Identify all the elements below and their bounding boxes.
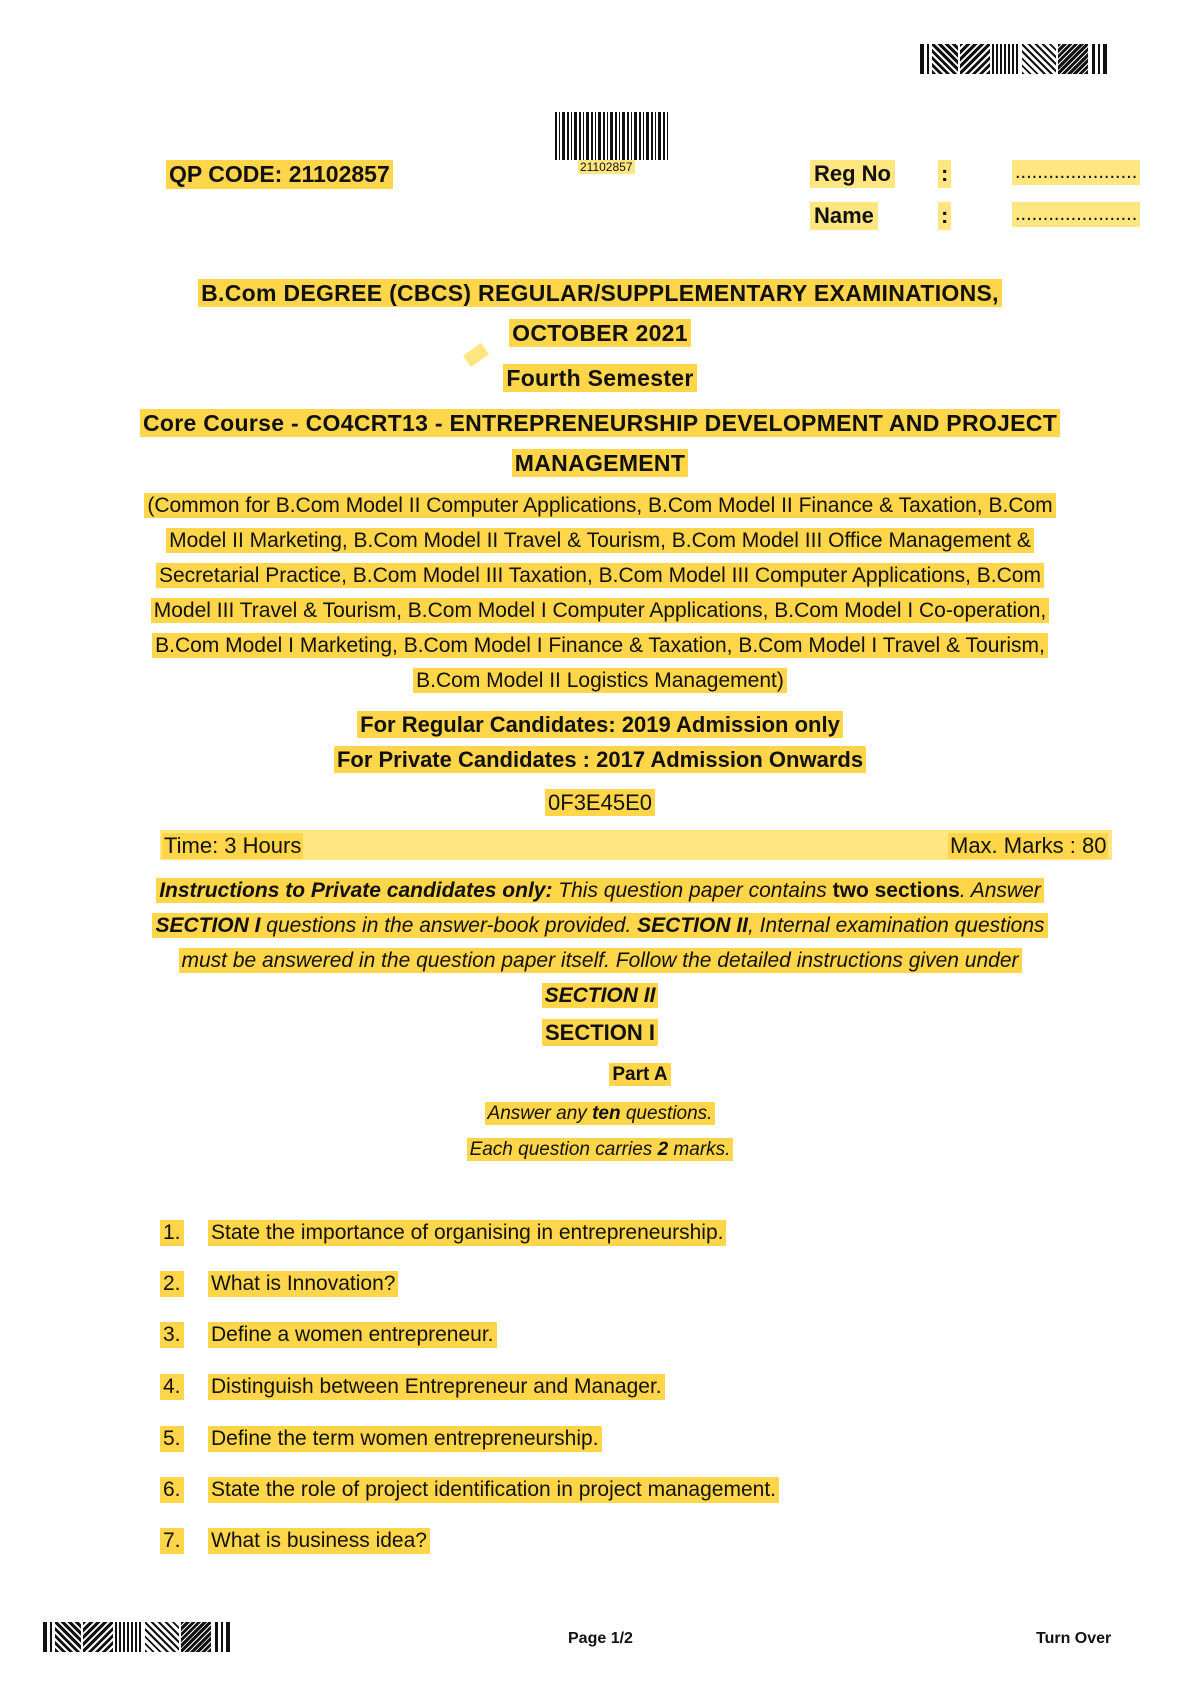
instructions-text: , Internal examination questions: [748, 914, 1045, 937]
instructions-text: questions in the answer-book provided.: [260, 914, 638, 937]
question-text: What is Innovation?: [208, 1271, 398, 1297]
barcode-number: 21102857: [580, 160, 633, 174]
marks-count: 2: [657, 1139, 669, 1160]
part-title: Part A: [609, 1063, 670, 1086]
question-text: Define a women entrepreneur.: [208, 1322, 497, 1348]
turn-over: Turn Over: [1036, 1630, 1112, 1647]
center-barcode: [555, 112, 670, 160]
instructions-bold: two sections: [832, 879, 960, 902]
top-right-barcode: [920, 44, 1120, 74]
qp-code: QP CODE: 21102857: [166, 160, 393, 189]
reg-no-dots: ......................: [1012, 160, 1140, 185]
reg-no-label: Reg No: [810, 160, 895, 188]
name-dots: ......................: [1012, 202, 1140, 227]
question-number: 5.: [160, 1426, 184, 1452]
paper-code: 0F3E45E0: [545, 789, 655, 816]
instructions-bold: SECTION II: [637, 914, 749, 937]
question-number: 7.: [160, 1528, 184, 1554]
question-number: 4.: [160, 1374, 184, 1400]
semester: Fourth Semester: [503, 364, 696, 392]
question-text: Define the term women entrepreneurship.: [208, 1426, 602, 1452]
common-line: B.Com Model II Logistics Management): [413, 668, 787, 693]
answer-instruction: Answer any: [487, 1103, 593, 1124]
exam-title-line2: OCTOBER 2021: [509, 319, 691, 347]
course-line1: Core Course - CO4CRT13 - ENTREPRENEURSHIP DEVELOPMENT AND PROJECT: [140, 409, 1060, 437]
question-text: State the importance of organising in entrepreneurship.: [208, 1220, 726, 1246]
exam-title-line1: B.Com DEGREE (CBCS) REGULAR/SUPPLEMENTARY EXAMINATIONS,: [198, 279, 1002, 307]
question-number: 3.: [160, 1322, 184, 1348]
instructions-section-ii: SECTION II: [542, 983, 659, 1008]
marks-instruction: marks.: [668, 1139, 731, 1160]
instructions-line3: must be answered in the question paper itself. Follow the detailed instructions given under: [179, 948, 1022, 973]
question-text: What is business idea?: [208, 1528, 430, 1554]
max-marks-label: Max. Marks : 80: [950, 833, 1107, 858]
time-label: Time: 3 Hours: [164, 833, 302, 858]
question-number: 1.: [160, 1220, 184, 1246]
answer-count: ten: [592, 1103, 621, 1124]
common-line: Model III Travel & Tourism, B.Com Model I Computer Applications, B.Com Model I Co-operation,: [151, 598, 1049, 623]
name-colon: :: [938, 202, 951, 230]
private-candidates: For Private Candidates : 2017 Admission Onwards: [334, 746, 866, 773]
answer-instruction: questions.: [620, 1103, 713, 1124]
bottom-left-barcode: [43, 1622, 243, 1652]
question-number: 6.: [160, 1477, 184, 1503]
section-title: SECTION I: [542, 1019, 658, 1046]
reg-no-colon: :: [938, 160, 951, 188]
name-label: Name: [810, 202, 878, 230]
common-line: Model II Marketing, B.Com Model II Travel & Tourism, B.Com Model III Office Management &: [166, 528, 1034, 553]
question-text: Distinguish between Entrepreneur and Manager.: [208, 1374, 665, 1400]
marks-instruction: Each question carries: [469, 1139, 658, 1160]
common-line: (Common for B.Com Model II Computer Applications, B.Com Model II Finance & Taxation, B.Com: [144, 493, 1055, 518]
common-line: B.Com Model I Marketing, B.Com Model I Finance & Taxation, B.Com Model I Travel & Tourism,: [152, 633, 1048, 658]
regular-candidates: For Regular Candidates: 2019 Admission only: [357, 711, 843, 738]
instructions-bold: SECTION I: [155, 914, 261, 937]
instructions-text: . Answer: [959, 879, 1041, 902]
page-number: Page 1/2: [568, 1630, 633, 1647]
instructions-text: This question paper contains: [552, 879, 833, 902]
instructions-lead: Instructions to Private candidates only:: [159, 879, 553, 902]
question-number: 2.: [160, 1271, 184, 1297]
common-line: Secretarial Practice, B.Com Model III Taxation, B.Com Model III Computer Applications, B.Com: [156, 563, 1044, 588]
course-line2: MANAGEMENT: [512, 449, 688, 477]
question-text: State the role of project identification in project management.: [208, 1477, 779, 1503]
